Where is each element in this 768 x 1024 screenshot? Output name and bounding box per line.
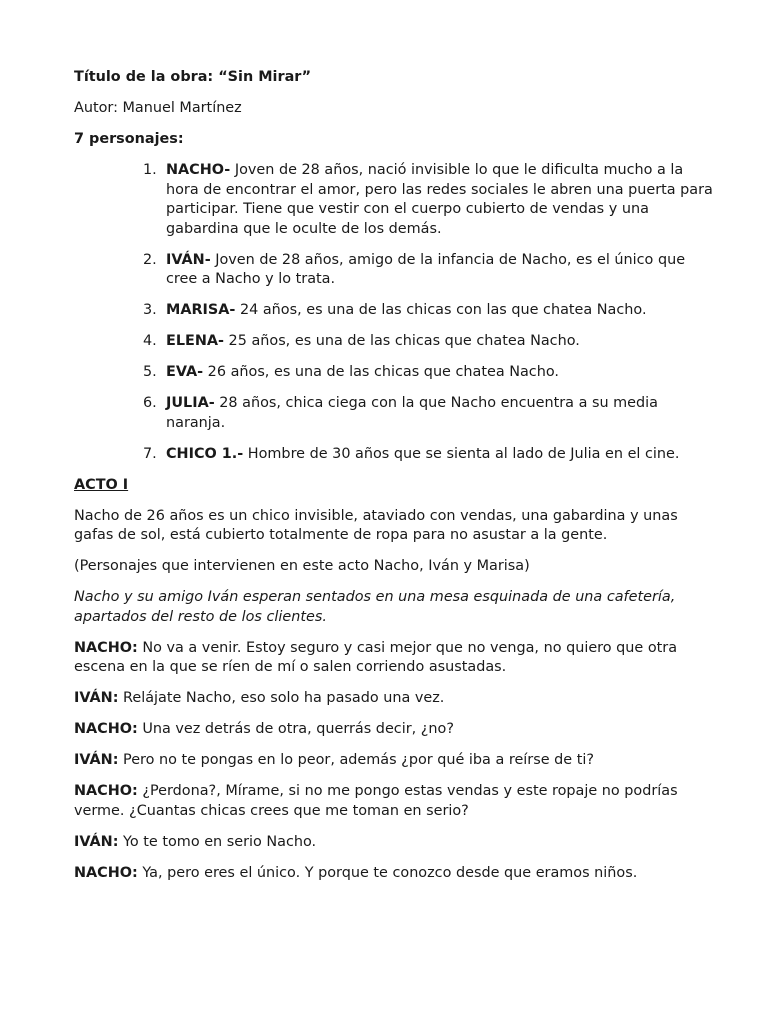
line-text: Relájate Nacho, eso solo ha pasado una vez. <box>118 690 445 706</box>
line-text: Yo te tomo en serio Nacho. <box>118 833 317 850</box>
cast-item <box>74 161 714 239</box>
cast-name: ELENA- <box>166 333 224 349</box>
cast-item <box>74 363 714 383</box>
line-text: ¿Perdona?, Mírame, si no me pongo estas vendas y este ropaje no podrías verme. ¿Cuantas chicas crees que me toman en serio? <box>74 783 678 819</box>
act-intro: Nacho de 26 años es un chico invisible, ataviado con vendas, una gabardina y unas gafas de sol, está cubierto totalmente de ropa para no asustar a la gente. <box>74 507 678 543</box>
speaker: IVÁN: <box>74 690 119 706</box>
cast-number: 5. <box>143 364 157 380</box>
cast-name: MARISA- <box>166 302 236 318</box>
cast-heading: 7 personajes: <box>74 131 184 147</box>
cast-list <box>74 161 714 464</box>
speaker: NACHO: <box>74 783 138 799</box>
cast-description: 25 años, es una de las chicas que chatea Nacho. <box>223 333 580 349</box>
line-text: Pero no te pongas en lo peor, además ¿por qué iba a reírse de ti? <box>118 752 594 768</box>
line-text: No va a venir. Estoy seguro y casi mejor que no venga, no quiero que otra escena en la que se ríen de mí o salen corriendo asustadas. <box>74 639 678 675</box>
title-label: Título de la obra: <box>74 69 214 85</box>
cast-number: 1. <box>143 162 157 178</box>
cast-description: 24 años, es una de las chicas con las que chatea Nacho. <box>235 302 647 318</box>
characters-note: (Personajes que intervienen en este acto Nacho, Iván y Marisa) <box>74 558 530 574</box>
cast-name: EVA- <box>166 364 204 380</box>
dialogue-line <box>74 751 714 771</box>
title-value: “Sin Mirar” <box>218 69 312 85</box>
speaker: NACHO: <box>74 639 138 656</box>
cast-number: 6. <box>143 395 157 411</box>
cast-description: 28 años, chica ciega con la que Nacho encuentra a su media naranja. <box>166 395 658 431</box>
speaker: IVÁN: <box>74 833 119 850</box>
cast-description: Joven de 28 años, amigo de la infancia de Nacho, es el único que cree a Nacho y lo trata. <box>166 251 686 287</box>
play-title-line <box>74 68 714 88</box>
speaker: NACHO: <box>74 864 138 881</box>
act-heading: ACTO I <box>74 476 129 493</box>
document-page <box>74 68 714 895</box>
line-text: Una vez detrás de otra, querrás decir, ¿no? <box>137 721 454 737</box>
cast-name: NACHO- <box>166 162 231 178</box>
cast-name: IVÁN- <box>166 251 211 268</box>
cast-name: CHICO 1.- <box>166 445 244 462</box>
line-text: Ya, pero eres el único. Y porque te conozco desde que eramos niños. <box>137 864 638 881</box>
cast-number: 4. <box>143 333 157 349</box>
dialogue-line <box>74 864 714 884</box>
dialogue-line <box>74 833 714 853</box>
speaker: IVÁN: <box>74 752 119 768</box>
cast-number: 7. <box>143 445 157 462</box>
cast-item <box>74 301 714 321</box>
cast-description: 26 años, es una de las chicas que chatea Nacho. <box>203 364 559 380</box>
dialogue-line <box>74 639 714 678</box>
cast-description: Hombre de 30 años que se sienta al lado de Julia en el cine. <box>243 445 680 462</box>
cast-item <box>74 251 714 290</box>
dialogue-line <box>74 689 714 709</box>
dialogue-line <box>74 782 714 821</box>
cast-item <box>74 394 714 433</box>
cast-item <box>74 445 714 465</box>
speaker: NACHO: <box>74 721 138 737</box>
cast-number: 3. <box>143 302 157 318</box>
cast-description: Joven de 28 años, nació invisible lo que le dificulta mucho a la hora de encontrar el amor, pero las redes sociales le abren una puerta para participar. Tiene que vestir con el cuerpo cubierto de vendas y una gabardina que le oculte de los demás. <box>166 162 713 237</box>
author-line: Autor: Manuel Martínez <box>74 100 242 116</box>
cast-name: JULIA- <box>166 395 215 411</box>
stage-direction: Nacho y su amigo Iván esperan sentados en una mesa esquinada de una cafetería, apartados del resto de los clientes. <box>74 589 676 625</box>
cast-item <box>74 332 714 352</box>
dialogue-line <box>74 720 714 740</box>
cast-number: 2. <box>143 251 157 268</box>
